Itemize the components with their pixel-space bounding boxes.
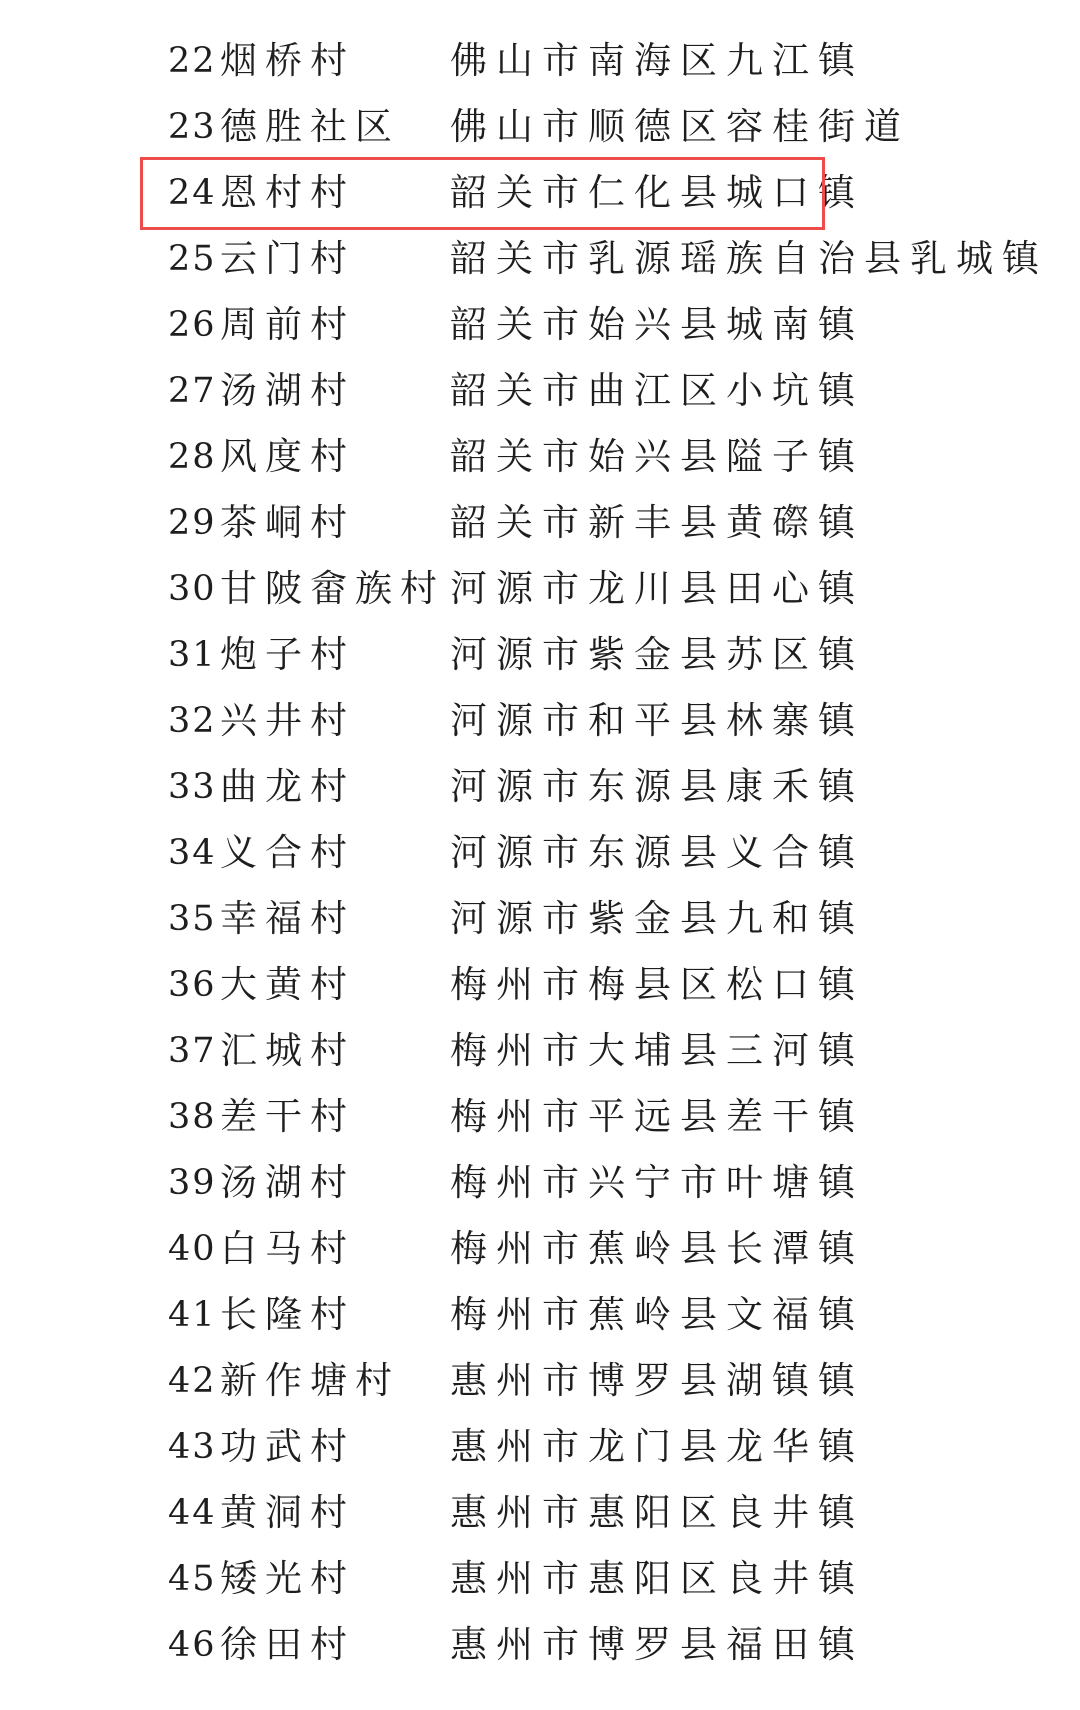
row-number: 34 — [168, 833, 217, 873]
list-row-33 — [0, 756, 1080, 822]
list-row-35 — [0, 888, 1080, 954]
row-number: 26 — [168, 305, 217, 345]
village-name: 汤湖村 — [220, 369, 355, 412]
village-location: 韶关市新丰县黄磜镇 — [450, 501, 864, 544]
row-number: 24 — [168, 173, 217, 213]
list-row-43 — [0, 1416, 1080, 1482]
village-name: 大黄村 — [220, 963, 355, 1006]
village-name: 茶峒村 — [220, 501, 355, 544]
village-location: 韶关市仁化县城口镇 — [450, 171, 864, 214]
village-location: 梅州市蕉岭县长潭镇 — [450, 1227, 864, 1270]
village-name: 风度村 — [220, 435, 355, 478]
village-name: 周前村 — [220, 303, 355, 346]
row-number: 45 — [168, 1559, 217, 1599]
village-location: 佛山市南海区九江镇 — [450, 39, 864, 82]
village-location: 韶关市曲江区小坑镇 — [450, 369, 864, 412]
list-row-36 — [0, 954, 1080, 1020]
village-location: 韶关市始兴县隘子镇 — [450, 435, 864, 478]
village-name: 矮光村 — [220, 1557, 355, 1600]
row-number: 44 — [168, 1493, 217, 1533]
village-name: 甘陂畲族村 — [220, 567, 445, 610]
village-name: 新作塘村 — [220, 1359, 400, 1402]
row-number: 38 — [168, 1097, 217, 1137]
row-number: 32 — [168, 701, 217, 741]
village-location: 惠州市博罗县湖镇镇 — [450, 1359, 864, 1402]
list-row-39 — [0, 1152, 1080, 1218]
village-location: 惠州市龙门县龙华镇 — [450, 1425, 864, 1468]
row-number: 28 — [168, 437, 217, 477]
village-location: 梅州市大埔县三河镇 — [450, 1029, 864, 1072]
row-number: 27 — [168, 371, 217, 411]
village-location: 梅州市兴宁市叶塘镇 — [450, 1161, 864, 1204]
village-name: 徐田村 — [220, 1623, 355, 1666]
village-name: 兴井村 — [220, 699, 355, 742]
village-location: 佛山市顺德区容桂街道 — [450, 105, 910, 148]
village-name: 功武村 — [220, 1425, 355, 1468]
village-location: 梅州市平远县差干镇 — [450, 1095, 864, 1138]
village-location: 河源市东源县康禾镇 — [450, 765, 864, 808]
list-row-23 — [0, 96, 1080, 162]
list-row-34 — [0, 822, 1080, 888]
village-name: 差干村 — [220, 1095, 355, 1138]
list-row-28 — [0, 426, 1080, 492]
village-location: 韶关市乳源瑶族自治县乳城镇 — [450, 237, 1048, 280]
village-name: 曲龙村 — [220, 765, 355, 808]
highlight-box — [140, 157, 825, 230]
list-row-26 — [0, 294, 1080, 360]
row-number: 25 — [168, 239, 217, 279]
village-location: 惠州市惠阳区良井镇 — [450, 1557, 864, 1600]
list-row-37 — [0, 1020, 1080, 1086]
village-location: 河源市龙川县田心镇 — [450, 567, 864, 610]
village-name: 义合村 — [220, 831, 355, 874]
row-number: 36 — [168, 965, 217, 1005]
list-row-29 — [0, 492, 1080, 558]
village-location: 梅州市梅县区松口镇 — [450, 963, 864, 1006]
list-row-25 — [0, 228, 1080, 294]
row-number: 41 — [168, 1295, 217, 1335]
village-location: 惠州市博罗县福田镇 — [450, 1623, 864, 1666]
village-name: 恩村村 — [220, 171, 355, 214]
village-name: 炮子村 — [220, 633, 355, 676]
row-number: 22 — [168, 41, 217, 81]
village-name: 长隆村 — [220, 1293, 355, 1336]
row-number: 42 — [168, 1361, 217, 1401]
row-number: 43 — [168, 1427, 217, 1467]
row-number: 23 — [168, 107, 217, 147]
village-name: 幸福村 — [220, 897, 355, 940]
village-name: 汤湖村 — [220, 1161, 355, 1204]
village-name: 德胜社区 — [220, 105, 400, 148]
list-row-27 — [0, 360, 1080, 426]
village-name: 汇城村 — [220, 1029, 355, 1072]
list-row-44 — [0, 1482, 1080, 1548]
row-number: 31 — [168, 635, 217, 675]
list-row-22 — [0, 30, 1080, 96]
list-row-45 — [0, 1548, 1080, 1614]
village-location: 河源市紫金县九和镇 — [450, 897, 864, 940]
village-list — [0, 30, 1080, 1680]
village-name: 黄洞村 — [220, 1491, 355, 1534]
village-name: 烟桥村 — [220, 39, 355, 82]
list-row-30 — [0, 558, 1080, 624]
row-number: 39 — [168, 1163, 217, 1203]
row-number: 35 — [168, 899, 217, 939]
row-number: 33 — [168, 767, 217, 807]
list-row-32 — [0, 690, 1080, 756]
village-location: 梅州市蕉岭县文福镇 — [450, 1293, 864, 1336]
row-number: 37 — [168, 1031, 217, 1071]
village-location: 惠州市惠阳区良井镇 — [450, 1491, 864, 1534]
row-number: 46 — [168, 1625, 217, 1665]
list-row-40 — [0, 1218, 1080, 1284]
row-number: 29 — [168, 503, 217, 543]
list-row-41 — [0, 1284, 1080, 1350]
list-row-31 — [0, 624, 1080, 690]
list-row-46 — [0, 1614, 1080, 1680]
village-name: 云门村 — [220, 237, 355, 280]
list-row-38 — [0, 1086, 1080, 1152]
row-number: 30 — [168, 569, 217, 609]
village-location: 河源市紫金县苏区镇 — [450, 633, 864, 676]
village-location: 河源市和平县林寨镇 — [450, 699, 864, 742]
village-location: 河源市东源县义合镇 — [450, 831, 864, 874]
village-location: 韶关市始兴县城南镇 — [450, 303, 864, 346]
row-number: 40 — [168, 1229, 217, 1269]
list-row-42 — [0, 1350, 1080, 1416]
village-name: 白马村 — [220, 1227, 355, 1270]
